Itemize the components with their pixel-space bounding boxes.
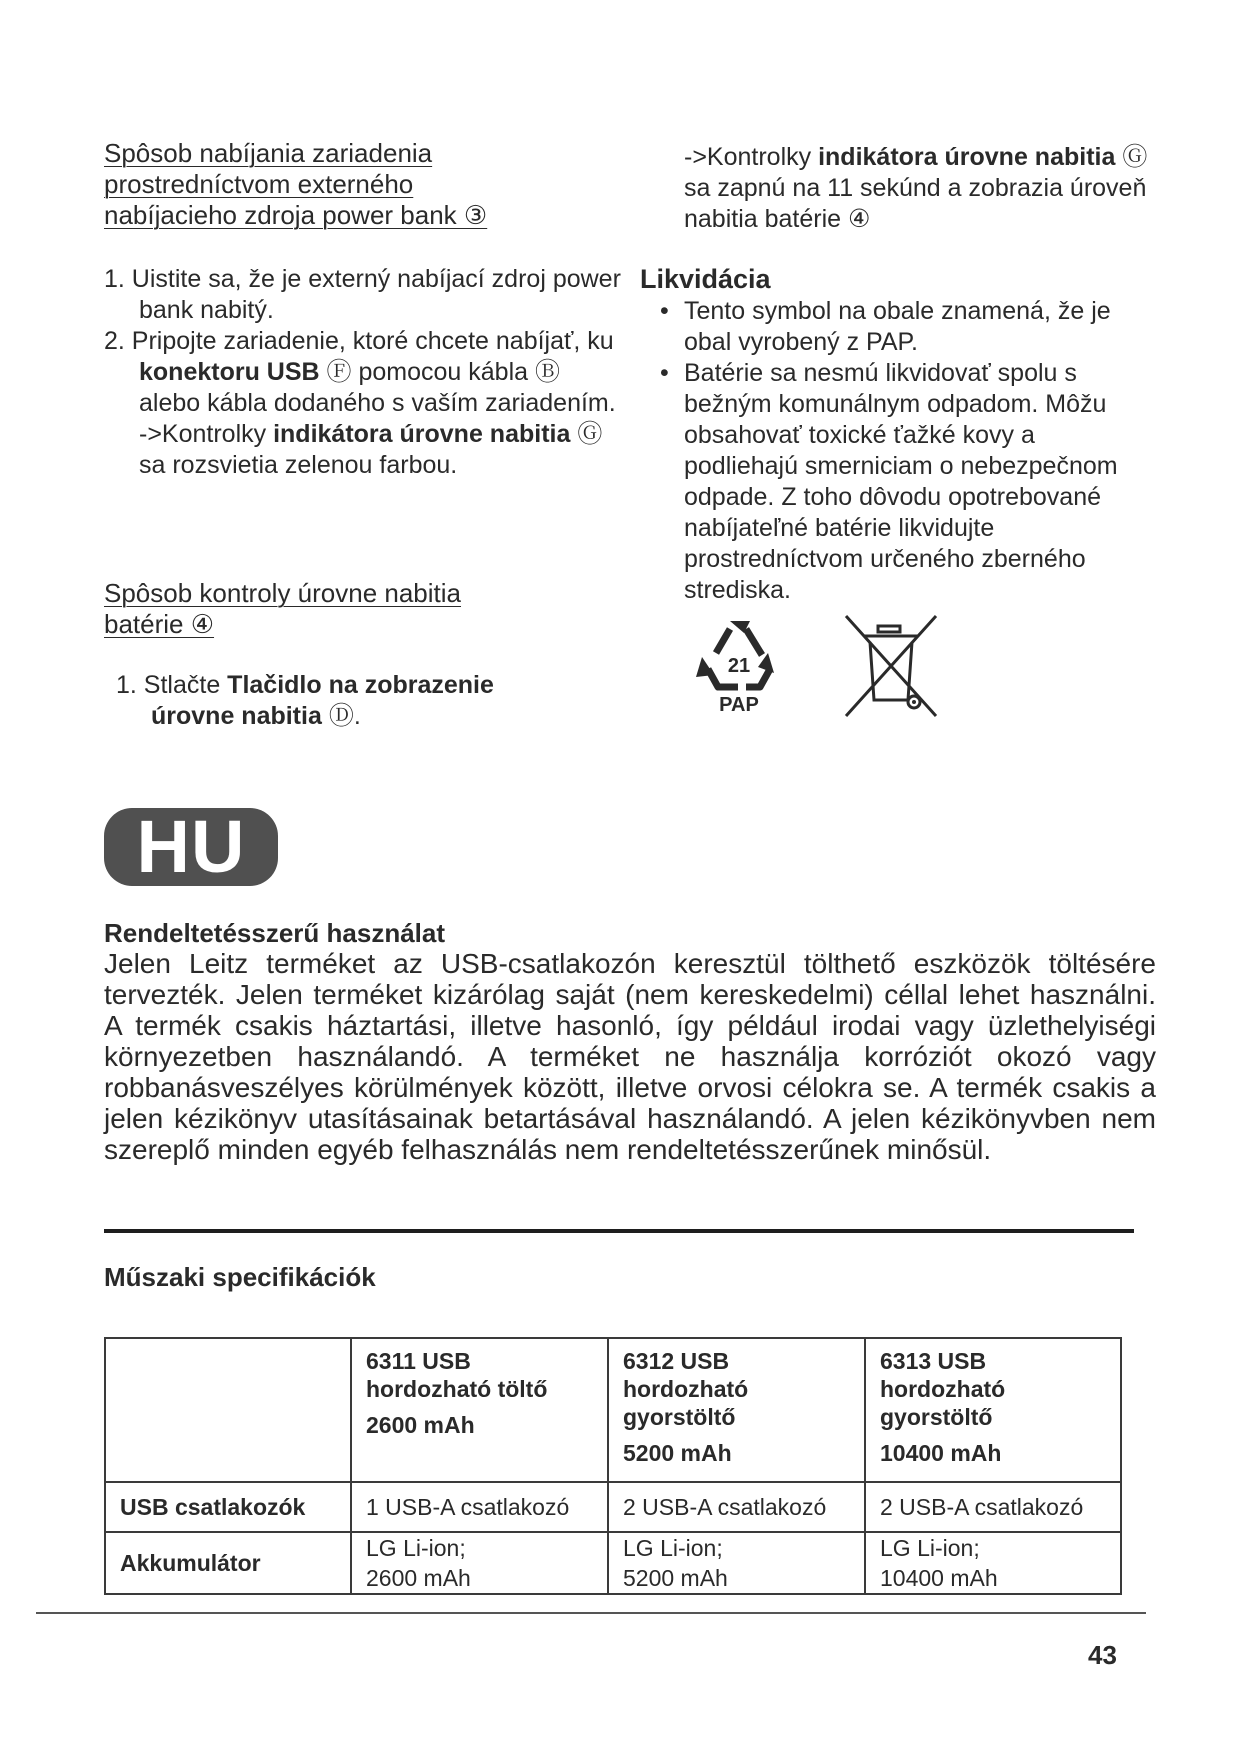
- section-title-line: Spôsob kontroly úrovne nabitia: [104, 578, 462, 608]
- bullet-item: • Tento symbol na obale znamená, že je obal vyrobený z PAP.: [648, 296, 1138, 358]
- disposal-title: Likvidácia: [640, 264, 771, 294]
- language-badge: HU: [104, 808, 278, 886]
- row-label-usb: USB csatlakozók: [105, 1482, 351, 1532]
- intended-use-title: Rendeltetésszerű használat: [104, 918, 446, 948]
- recycle-pap-icon: [694, 617, 784, 717]
- battery-value: LG Li-ion; 5200 mAh: [608, 1532, 865, 1594]
- battery-value: LG Li-ion; 10400 mAh: [865, 1532, 1121, 1594]
- section-title-line: nabíjacieho zdroja power bank ③: [104, 200, 488, 230]
- step-2: 2. Pripojte zariadenie, ktoré chcete nabíjať, ku konektoru USB Ⓕ pomocou kábla Ⓑ alebo kábla dodaného s vaším zariadením. ->Kontrolky indikátora úrovne nabitia Ⓖ sa rozsvietia zelenou farbou.: [104, 327, 616, 479]
- step-press-button: 1. Stlačte Tlačidlo na zobrazenie úrovne nabitia Ⓓ.: [116, 671, 494, 730]
- usb-value: 2 USB-A csatlakozó: [608, 1482, 865, 1532]
- specs-table: [104, 1337, 1122, 1595]
- product-column-header: 6312 USB hordozható gyorstöltő 5200 mAh: [608, 1338, 865, 1482]
- charging-steps: [104, 264, 624, 481]
- footer-rule: [36, 1612, 1146, 1614]
- table-corner-cell: [105, 1338, 351, 1482]
- section-title-check-level: [104, 578, 564, 640]
- section-title-charging: [104, 138, 564, 231]
- recycle-label: PAP: [719, 694, 759, 716]
- table-row-usb: [105, 1482, 1121, 1532]
- specs-title: Műszaki specifikációk: [104, 1262, 376, 1292]
- disposal-bullets: [648, 296, 1138, 606]
- product-column-header: 6311 USB hordozható töltő 2600 mAh: [351, 1338, 608, 1482]
- bullet-item: • Batérie sa nesmú likvidovať spolu s bežným komunálnym odpadom. Môžu obsahovať toxické ťažké kovy a podliehajú smerniciam o nebezpečnom odpade. Z toho dôvodu opotrebované nabíjateľné batérie likvidujte prostredníctvom určeného zberného strediska.: [648, 358, 1138, 606]
- check-level-steps: [116, 670, 576, 732]
- section-title-line: Spôsob nabíjania zariadenia: [104, 138, 433, 168]
- section-title-line: batérie ④: [104, 609, 215, 639]
- section-title-line: prostredníctvom externého: [104, 169, 414, 199]
- battery-value: LG Li-ion; 2600 mAh: [351, 1532, 608, 1594]
- table-header-row: [105, 1338, 1121, 1482]
- divider: [104, 1229, 1134, 1233]
- usb-value: 1 USB-A csatlakozó: [351, 1482, 608, 1532]
- recycle-number: 21: [727, 655, 751, 677]
- table-row-battery: [105, 1532, 1121, 1594]
- crossed-bin-icon: [838, 612, 942, 722]
- usb-value: 2 USB-A csatlakozó: [865, 1482, 1121, 1532]
- product-column-header: 6313 USB hordozható gyorstöltő 10400 mAh: [865, 1338, 1121, 1482]
- row-label-battery: Akkumulátor: [105, 1532, 351, 1594]
- indicator-continuation: ->Kontrolky indikátora úrovne nabitia Ⓖ sa zapnú na 11 sekúnd a zobrazia úroveň nabitia batérie ④: [684, 143, 1148, 233]
- page-number: 43: [1088, 1640, 1117, 1670]
- intended-use-text: Jelen Leitz terméket az USB-csatlakozón keresztül tölthető eszközök töltésére tervezték. Jelen terméket kizárólag saját (nem kereskedelmi) céllal lehet használni. A termék csakis háztartási, illetve hasonló, így például irodai vagy üzlethelyiségi környezetben használandó. A terméket ne használja korróziót okozó vagy robbanásveszélyes körülmények között, illetve orvosi célokra se. A termék csakis a jelen kézikönyv utasításainak betartásával használandó. A jelen kézikönyvben nem szereplő minden egyéb felhasználás nem rendeltetésszerűnek minősül.: [104, 948, 1156, 1165]
- step-1: 1. Uistite sa, že je externý nabíjací zdroj power bank nabitý.: [104, 265, 621, 324]
